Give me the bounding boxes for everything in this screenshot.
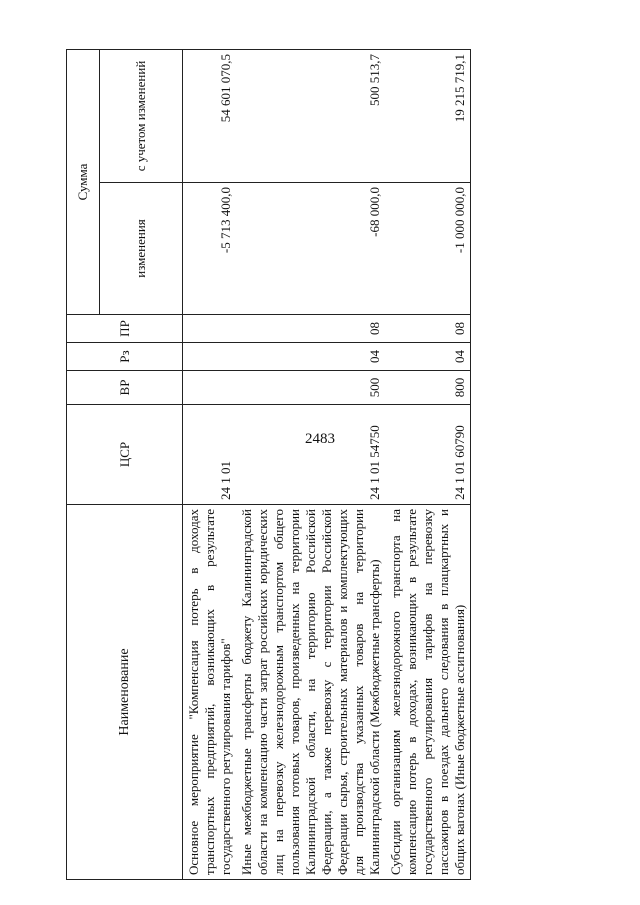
table-row: [183, 50, 237, 880]
header-vr: ВР: [67, 371, 183, 405]
row-vr: [183, 371, 237, 405]
row-with-changes: 54 601 070,5: [183, 50, 237, 183]
row-changes: -68 000,0: [236, 183, 385, 315]
row-name: Иные межбюджетные трансферты бюджету Калининградской области на компенсацию части затрат российских юридических лиц на перевозку железнодорожным транспортом общего пользования готовых товаров, произведенных на территории Калининградской области, на территорию Российской Федерации, а также перевозку с территории Российской Федерации сырья, строительных материалов и комплектующих для производства указанных товаров на территории Калининградской области (Межбюджетные трансферты): [236, 505, 385, 880]
page-number: 2483: [305, 431, 335, 447]
row-pr: [183, 315, 237, 343]
header-name: Наименование: [67, 505, 183, 880]
row-csr: 24 1 01: [183, 405, 237, 505]
table-row: [385, 50, 471, 880]
row-rz: 04: [236, 343, 385, 371]
row-changes: -5 713 400,0: [183, 183, 237, 315]
row-pr: 08: [236, 315, 385, 343]
header-rz: Рз: [67, 343, 183, 371]
row-pr: 08: [385, 315, 471, 343]
row-with-changes: 500 513,7: [236, 50, 385, 183]
header-csr: ЦСР: [67, 405, 183, 505]
row-csr: 24 1 01 54750: [236, 405, 385, 505]
row-name: Основное мероприятие "Компенсация потерь в доходах транспортных предприятий, возникающих в результате государственного регулирования тарифов": [183, 505, 237, 880]
row-with-changes: 19 215 719,1: [385, 50, 471, 183]
header-pr: ПР: [67, 315, 183, 343]
row-vr: 500: [236, 371, 385, 405]
row-csr: 24 1 01 60790: [385, 405, 471, 505]
table-row: [236, 50, 385, 880]
rotated-page-content: [66, 50, 576, 880]
header-sum: Сумма: [67, 50, 100, 315]
header-with-changes: с учетом изменений: [100, 50, 183, 183]
row-changes: -1 000 000,0: [385, 183, 471, 315]
budget-table: [66, 49, 471, 880]
row-rz: 04: [385, 343, 471, 371]
row-vr: 800: [385, 371, 471, 405]
row-rz: [183, 343, 237, 371]
row-name: Субсидии организациям железнодорожного транспорта на компенсацию потерь в доходах, возникающих в результате государственного регулирования тарифов на перевозку пассажиров в поездах дальнего следования в плацкартных и общих вагонах (Иные бюджетные ассигнования): [385, 505, 471, 880]
header-changes: изменения: [100, 183, 183, 315]
